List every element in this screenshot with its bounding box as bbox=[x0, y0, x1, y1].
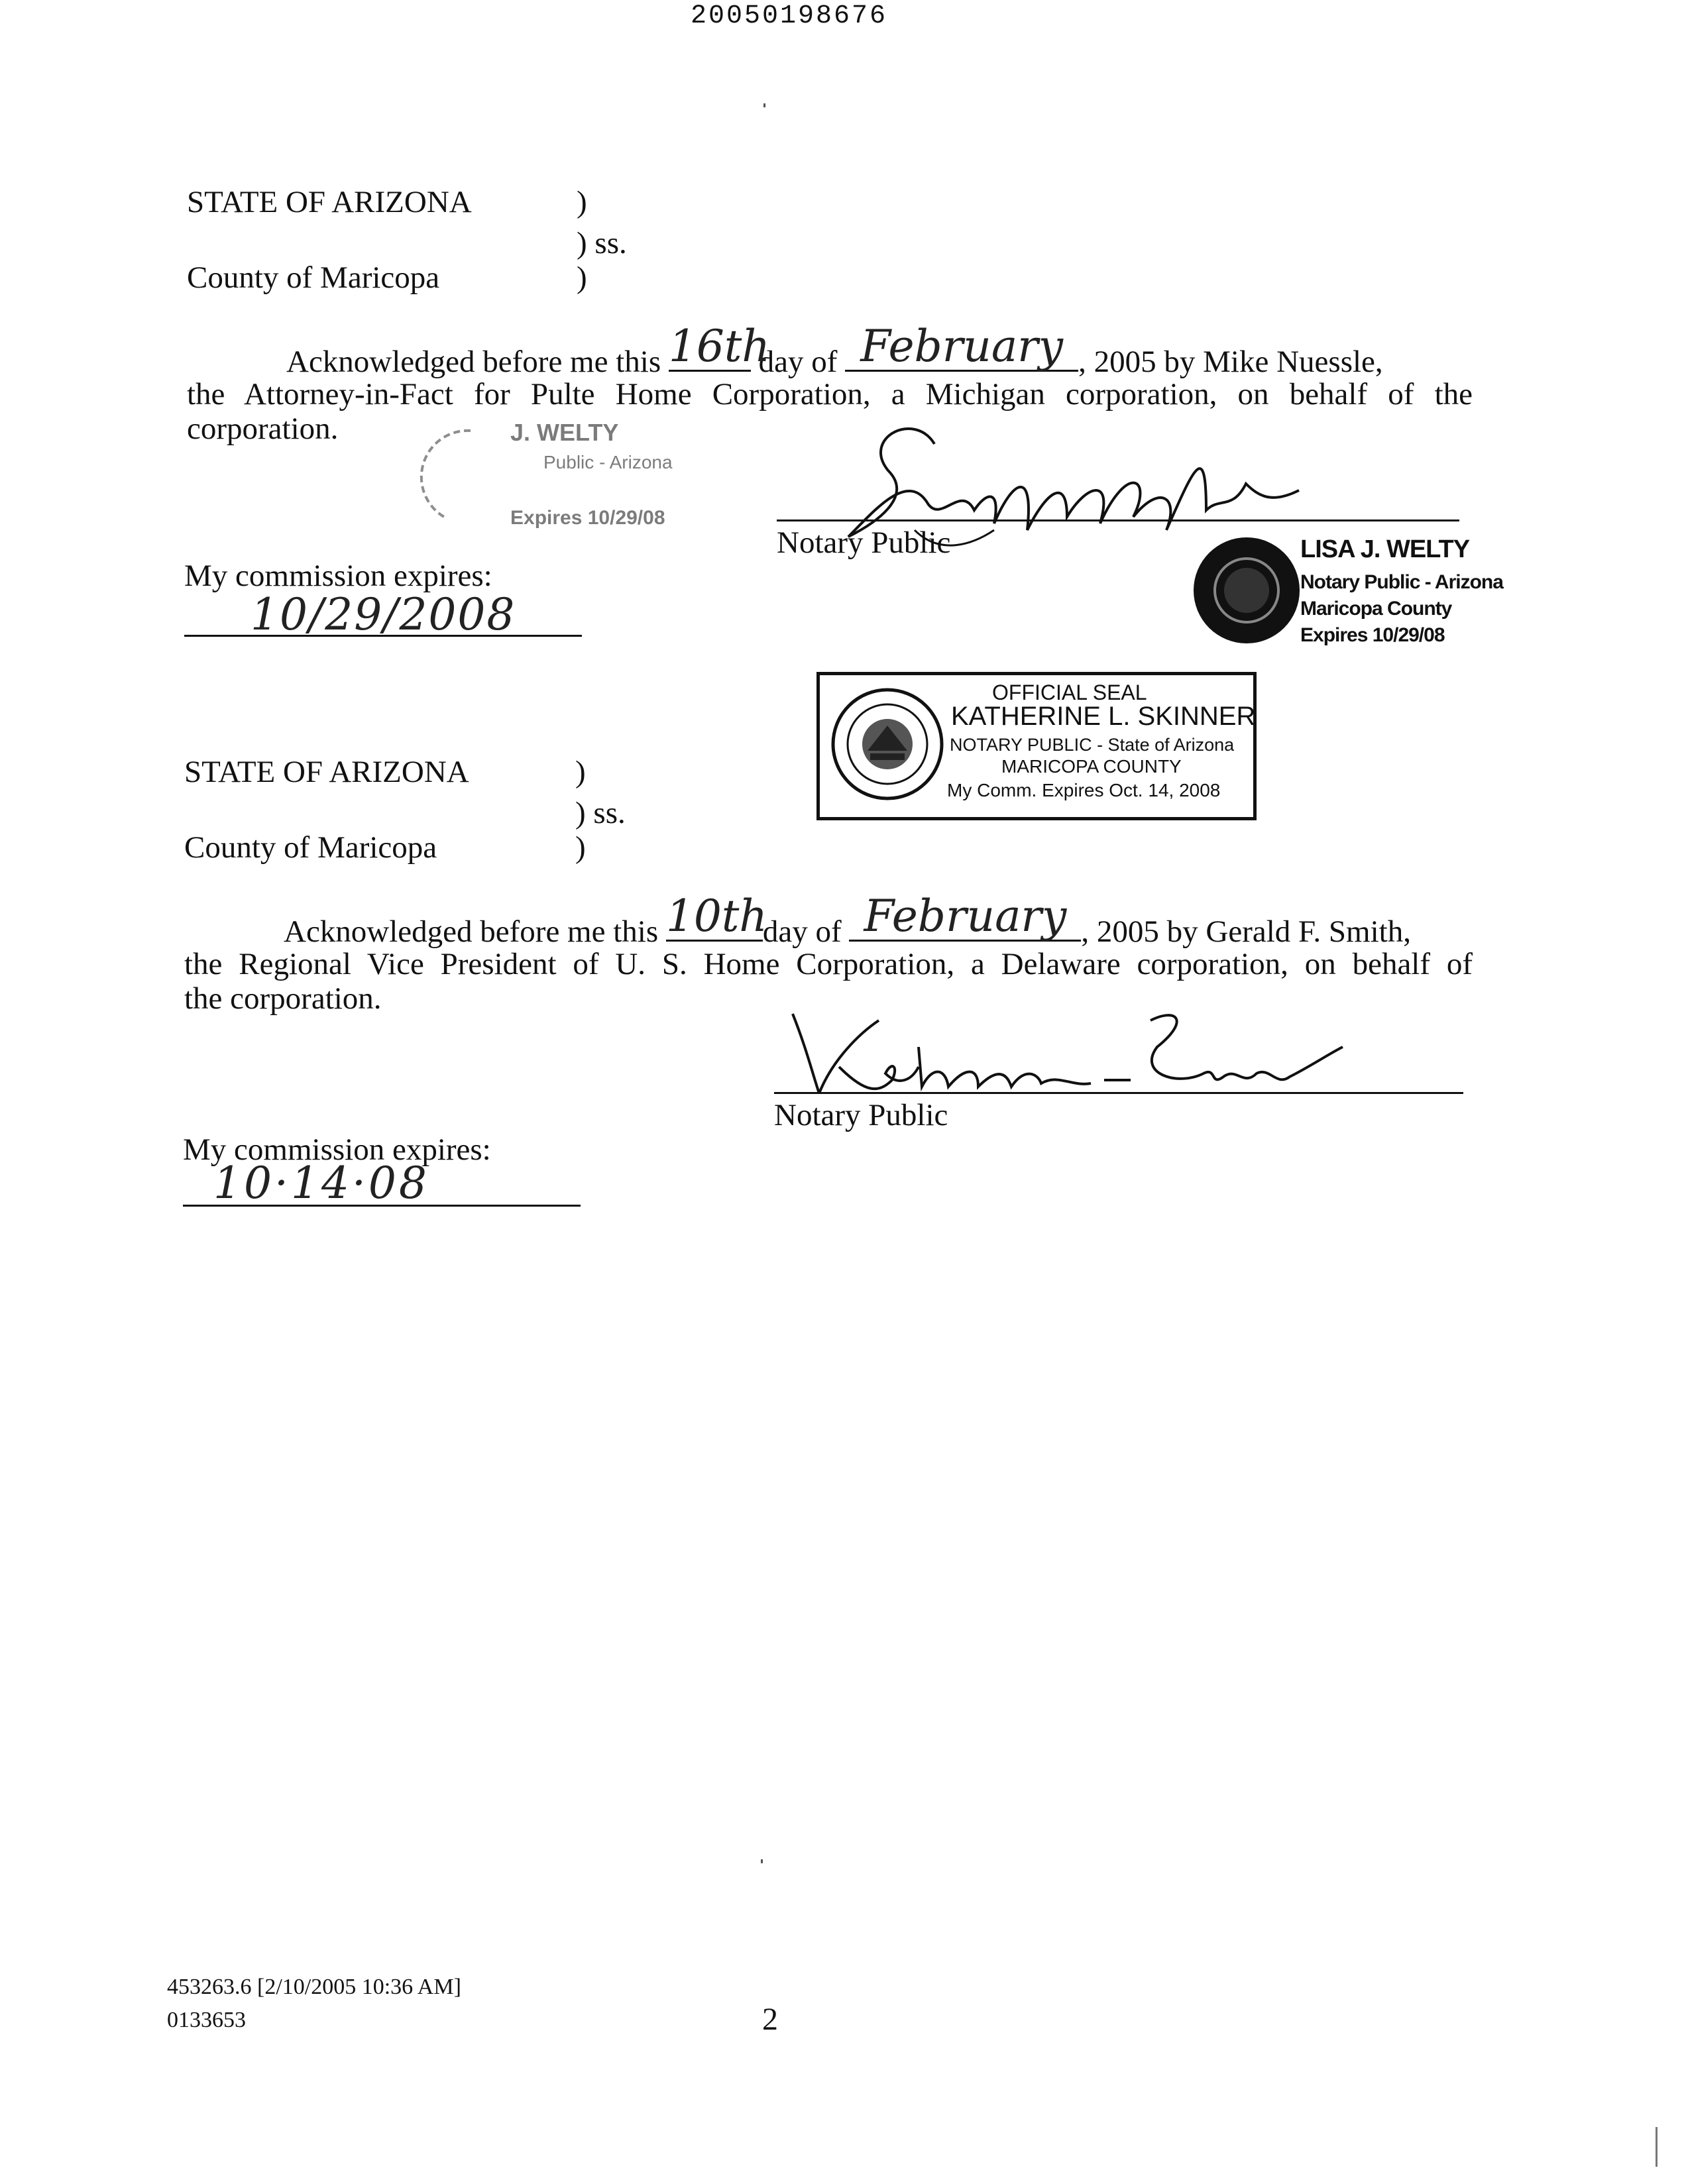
handwritten-day: 16th bbox=[668, 321, 770, 372]
welty-stamp-expires: Expires 10/29/08 bbox=[1300, 624, 1445, 646]
notary-seal-icon-welty bbox=[1190, 534, 1303, 647]
venue-paren-1b: ) bbox=[577, 260, 587, 295]
seal-heading: OFFICIAL SEAL bbox=[992, 681, 1147, 704]
welty-stamp-county: Maricopa County bbox=[1300, 598, 1452, 620]
seal-expires: My Comm. Expires Oct. 14, 2008 bbox=[947, 780, 1221, 800]
faded-stamp-name: J. WELTY bbox=[510, 419, 619, 446]
venue-state-2: STATE OF ARIZONA bbox=[184, 755, 469, 789]
acknowledgment-line-3: corporation. bbox=[187, 411, 339, 446]
handwritten-month: February bbox=[860, 321, 1063, 372]
handwritten-commission-date-1: 10/29/2008 bbox=[251, 589, 516, 640]
seal-county: MARICOPA COUNTY bbox=[1001, 756, 1182, 777]
venue-paren-2a: ) bbox=[575, 755, 586, 789]
ack-prefix-2: Acknowledged before me this bbox=[284, 914, 659, 949]
day-blank-2 bbox=[665, 891, 767, 942]
venue-county-1: County of Maricopa bbox=[187, 260, 440, 295]
official-seal-skinner bbox=[816, 672, 1257, 820]
page-number: 2 bbox=[762, 2002, 778, 2037]
handwritten-month-2: February bbox=[864, 891, 1067, 942]
commission-blank-2 bbox=[183, 1158, 581, 1209]
day-of-text-2: day of bbox=[762, 914, 842, 949]
day-of-text: day of bbox=[758, 345, 838, 379]
venue-paren-1a: ) bbox=[577, 185, 587, 219]
faded-stamp-title: Public - Arizona bbox=[543, 452, 673, 472]
acknowledgment-line-5: the Regional Vice President of U. S. Home Corporation, a Delaware corporation, on behalf of bbox=[184, 947, 1473, 981]
commission-label-2: My commission expires: bbox=[183, 1132, 491, 1167]
acknowledgment-line-4 bbox=[284, 891, 1411, 950]
seal-title: NOTARY PUBLIC - State of Arizona bbox=[950, 735, 1235, 755]
seal-name: KATHERINE L. SKINNER bbox=[951, 702, 1256, 731]
handwritten-day-2: 10th bbox=[665, 891, 767, 942]
footer-doc-ref: 453263.6 [2/10/2005 10:36 AM] bbox=[167, 1975, 461, 1999]
scan-edge-mark bbox=[1656, 2127, 1658, 2167]
venue-paren-2b: ) bbox=[575, 830, 586, 865]
welty-stamp-name: LISA J. WELTY bbox=[1300, 535, 1470, 563]
commission-blank-1 bbox=[184, 588, 582, 640]
notary-public-label-1: Notary Public bbox=[777, 525, 951, 560]
day-blank bbox=[668, 321, 770, 372]
venue-state-1: STATE OF ARIZONA bbox=[187, 185, 472, 219]
welty-stamp-title: Notary Public - Arizona bbox=[1300, 571, 1503, 593]
footer-account: 0133653 bbox=[167, 2008, 246, 2032]
acknowledgment-line-2: the Attorney-in-Fact for Pulte Home Corporation, a Michigan corporation, on behalf of the bbox=[187, 377, 1473, 411]
document-number: 20050198676 bbox=[691, 1, 888, 31]
faded-notary-stamp bbox=[398, 417, 742, 537]
notary-public-label-2: Notary Public bbox=[774, 1098, 948, 1132]
faded-seal-arc bbox=[404, 424, 484, 523]
scan-speck bbox=[761, 1859, 763, 1863]
notary-signature-line-2 bbox=[774, 1092, 1463, 1094]
ack-suffix: , 2005 by Mike Nuessle, bbox=[1078, 345, 1383, 379]
venue-ss-1: ) ss. bbox=[577, 226, 627, 260]
handwritten-commission-date-2: 10·14·08 bbox=[213, 1158, 429, 1209]
commission-label-1: My commission expires: bbox=[184, 559, 492, 593]
acknowledgment-line-1 bbox=[286, 321, 1383, 380]
scan-speck bbox=[763, 103, 765, 107]
venue-ss-2: ) ss. bbox=[575, 796, 626, 830]
arizona-seal-icon bbox=[830, 687, 944, 801]
month-blank bbox=[845, 321, 1078, 372]
venue-county-2: County of Maricopa bbox=[184, 830, 437, 865]
ack-prefix: Acknowledged before me this bbox=[286, 345, 661, 379]
acknowledgment-line-6: the corporation. bbox=[184, 981, 382, 1016]
faded-stamp-expires: Expires 10/29/08 bbox=[510, 507, 665, 529]
ack-suffix-2: , 2005 by Gerald F. Smith, bbox=[1081, 914, 1411, 949]
month-blank-2 bbox=[849, 891, 1081, 942]
